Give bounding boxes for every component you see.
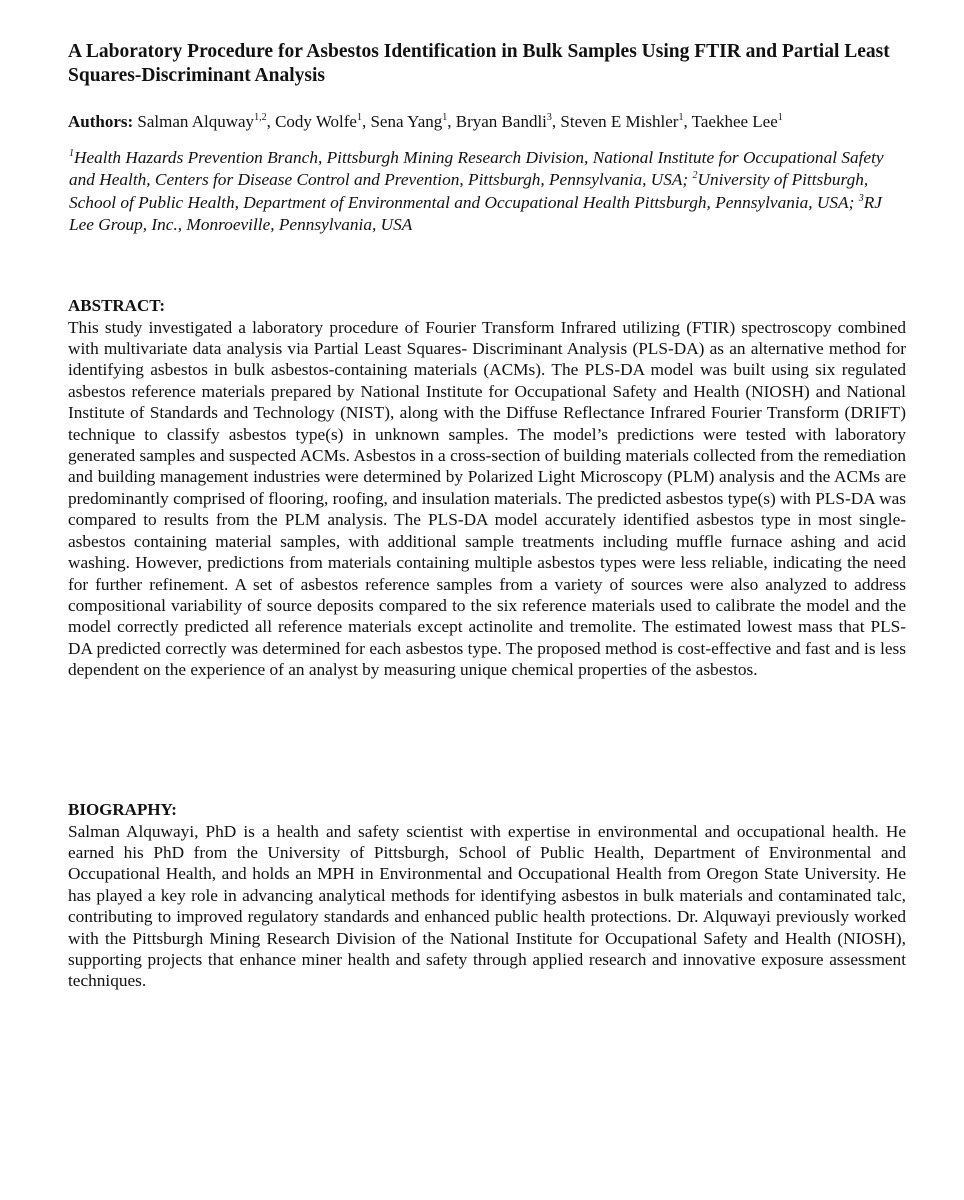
biography-text: Salman Alquwayi, PhD is a health and safety scientist with expertise in environmental and occupational health. He earned his PhD from the University of Pittsburgh, School of Public Health, Department of Environmental and Occupational Health, and holds an MPH in Environmental and Occupational Health from Oregon State University. He has played a key role in advancing analytical methods for identifying asbestos in bulk materials and contaminated talc, contributing to improved regulatory standards and enhanced public health protections. Dr. Alquwayi previously worked with the Pittsburgh Mining Research Division of the National Institute for Occupational Safety and Health (NIOSH), supporting projects that enhance miner health and safety through applied research and innovative exposure assessment techniques.: [68, 821, 906, 991]
author-name: Bryan Bandli: [455, 112, 547, 131]
biography-heading: BIOGRAPHY:: [68, 799, 177, 819]
affiliation-text: University of Pittsburgh, School of Public Health, Department of Environmental and Occupational Health Pittsburgh, Pennsylvania, USA;: [69, 170, 869, 212]
author-affiliation-marker: 1: [442, 112, 448, 123]
author-affiliation-marker: 1,2: [254, 112, 267, 123]
paper-title: A Laboratory Procedure for Asbestos Identification in Bulk Samples Using FTIR and Partial Least Squares-Discriminant Analysis: [68, 41, 890, 86]
author-name: Steven E Mishler: [560, 112, 679, 131]
author-name: Sena Yang: [370, 112, 443, 131]
author-name: Salman Alquway: [137, 112, 255, 131]
author-affiliation-marker: 3: [546, 112, 552, 123]
abstract-heading: ABSTRACT:: [68, 295, 165, 315]
affiliations: [69, 147, 906, 237]
author-affiliation-marker: 1: [678, 112, 684, 123]
affiliation-marker: 3: [858, 192, 864, 204]
author-list: Salman Alquway$^{1,2}$, Cody Wolfe$^1$, Sena Yang$^1$, Bryan Bandli$^3$, Steven E Mishler$^1$, Taekhee Lee$^1$: [137, 112, 783, 131]
affiliation-marker: 1: [69, 148, 74, 159]
authors-label: Authors:: [68, 112, 134, 131]
author-affiliation-marker: 1: [356, 112, 362, 123]
affiliation-text: RJ Lee Group, Inc., Monroeville, Pennsylvania, USA: [69, 192, 882, 235]
author-name: Cody Wolfe: [275, 112, 357, 131]
affiliation-marker: 2: [692, 170, 698, 182]
affiliation-text: Health Hazards Prevention Branch, Pittsburgh Mining Research Division, National Institute for Occupational Safety and Health, Centers for Disease Control and Prevention, Pittsburgh, Pennsylvania, USA;: [69, 148, 884, 190]
author-affiliation-marker: 1: [777, 112, 783, 123]
authors-line: [68, 111, 906, 133]
author-name: Taekhee Lee: [691, 112, 778, 131]
document-page: [68, 40, 906, 992]
abstract-text: This study investigated a laboratory procedure of Fourier Transform Infrared utilizing (FTIR) spectroscopy combined with multivariate data analysis via Partial Least Squares- Discriminant Analysis (PLS-DA) as an alternative method for identifying asbestos in bulk asbestos-containing materials (ACMs). The PLS-DA model was built using six regulated asbestos reference materials prepared by National Institute for Occupational Safety and Health (NIOSH) and National Institute of Standards and Technology (NIST), along with the Diffuse Reflectance Infrared Fourier Transform (DRIFT) technique to classify asbestos type(s) in unknown samples. The model’s predictions were tested with laboratory generated samples and suspected ACMs. Asbestos in a cross-section of building materials collected from the remediation and building management industries were determined by Polarized Light Microscopy (PLM) analysis and the ACMs are predominantly comprised of flooring, roofing, and insulation materials. The predicted asbestos type(s) with PLS-DA was compared to results from the PLM analysis. The PLS-DA model accurately identified asbestos type in most single- asbestos containing material samples, with additional sample treatments including muffle furnace ashing and acid washing. However, predictions from materials containing multiple asbestos types were less reliable, indicating the need for further refinement. A set of asbestos reference samples from a variety of sources were also analyzed to address compositional variability of source deposits compared to the six reference materials used to calibrate the model and the model correctly predicted all reference materials except actinolite and tremolite. The estimated lowest mass that PLS-DA predicted correctly was determined for each asbestos type. The proposed method is cost-effective and fast and is less dependent on the experience of an analyst by measuring unique chemical properties of the asbestos.: [68, 317, 906, 680]
